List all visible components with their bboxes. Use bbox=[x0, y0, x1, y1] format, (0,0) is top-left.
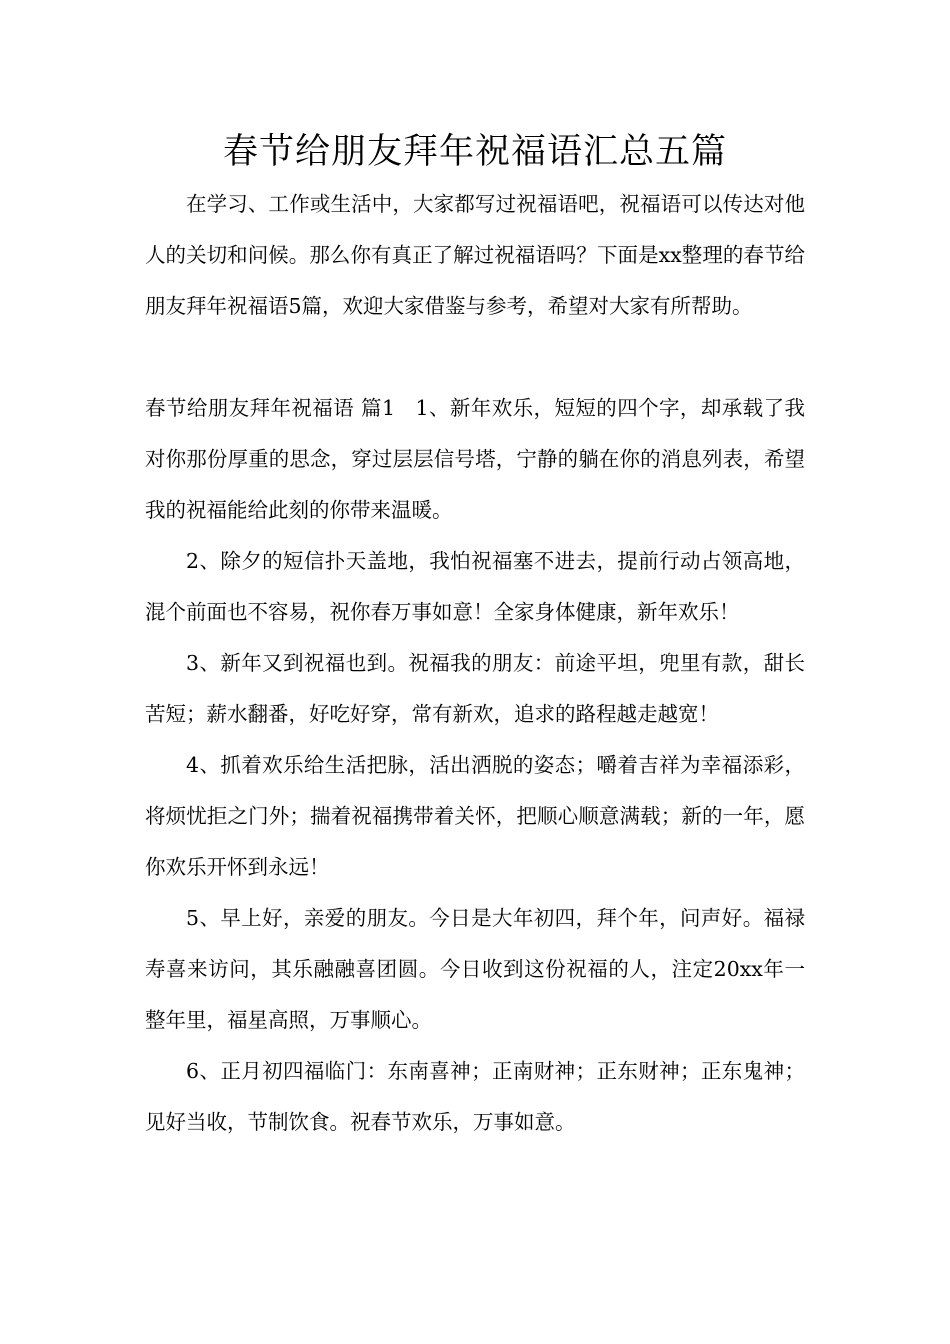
blessing-item-4: 4、抓着欢乐给生活把脉，活出洒脱的姿态；嚼着吉祥为幸福添彩，将烦忧拒之门外；揣着祝福携带着关怀，把顺心顺意满载；新的一年，愿你欢乐开怀到永远！ bbox=[145, 753, 805, 879]
section-first-paragraph bbox=[145, 383, 805, 536]
blessing-item-5: 5、早上好，亲爱的朋友。今日是大年初四，拜个年，问声好。福禄寿喜来访问，其乐融融喜团圆。今日收到这份祝福的人，注定20xx年一整年里，福星高照，万事顺心。 bbox=[145, 906, 805, 1032]
intro-paragraph: 在学习、工作或生活中，大家都写过祝福语吧，祝福语可以传达对他人的关切和问候。那么你有真正了解过祝福语吗？下面是xx整理的春节给朋友拜年祝福语5篇，欢迎大家借鉴与参考，希望对大家有所帮助。 bbox=[145, 192, 805, 318]
section-heading: 春节给朋友拜年祝福语 篇1 bbox=[145, 396, 396, 420]
document-body bbox=[145, 179, 805, 1148]
paragraph-spacer bbox=[145, 332, 805, 383]
document-title: 春节给朋友拜年祝福语汇总五篇 bbox=[222, 132, 727, 172]
blessing-item-6: 6、正月初四福临门：东南喜神；正南财神；正东财神；正东鬼神；见好当收，节制饮食。祝春节欢乐，万事如意。 bbox=[145, 1059, 805, 1134]
blessing-item-2: 2、除夕的短信扑天盖地，我怕祝福塞不进去，提前行动占领高地，混个前面也不容易，祝你春万事如意！全家身体健康，新年欢乐！ bbox=[145, 549, 805, 624]
blessing-item-3: 3、新年又到祝福也到。祝福我的朋友：前途平坦，兜里有款，甜长苦短；薪水翻番，好吃好穿，常有新欢，追求的路程越走越宽！ bbox=[145, 651, 805, 726]
blessing-item-1: 1、新年欢乐，短短的四个字，却承载了我对你那份厚重的思念，穿过层层信号塔，宁静的躺在你的消息列表，希望我的祝福能给此刻的你带来温暖。 bbox=[145, 396, 805, 522]
